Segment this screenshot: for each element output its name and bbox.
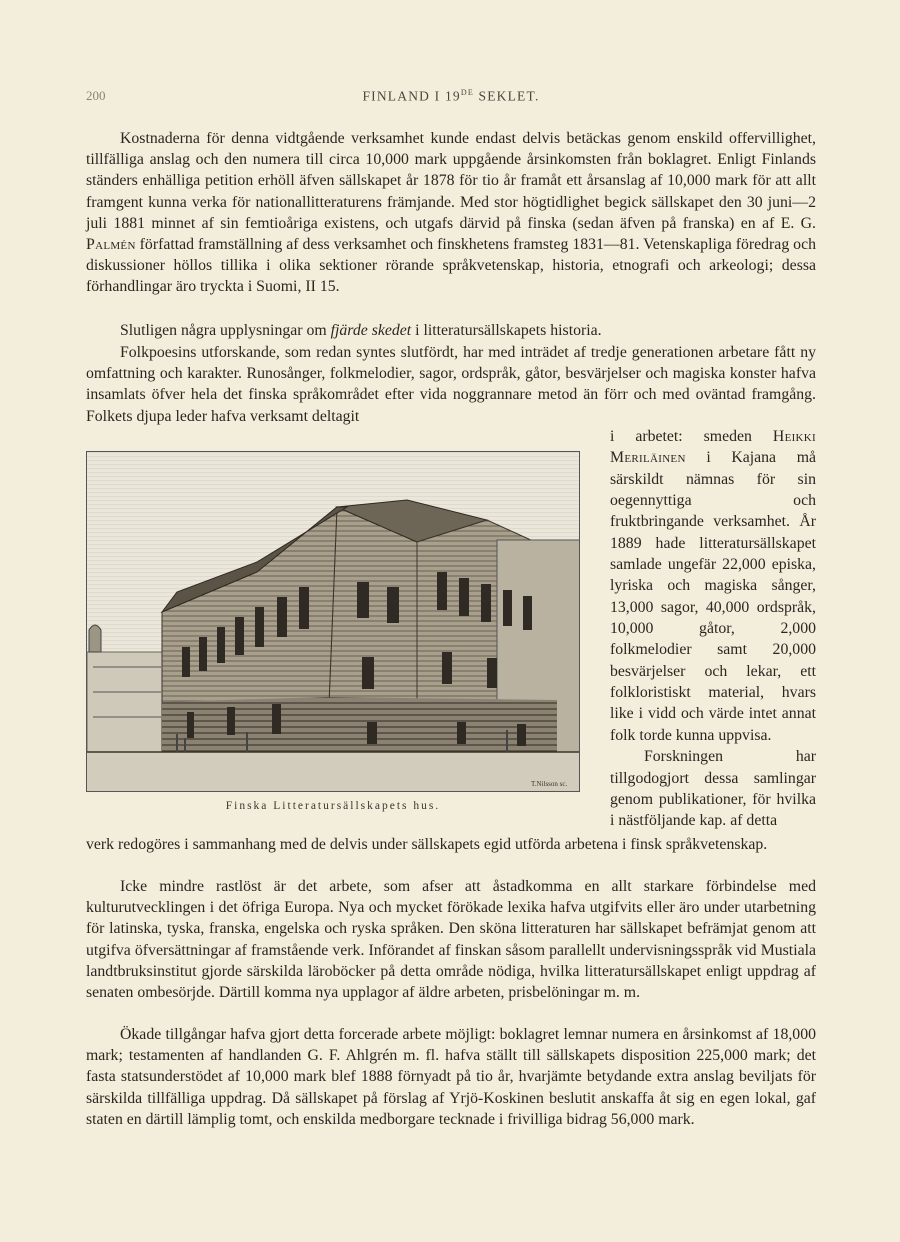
page-header (86, 88, 816, 108)
paragraph-fourth-stage-post: i litteratursällskapets historia. (415, 322, 602, 339)
paragraph-fourth-stage-pre: Slutligen några upplysningar om (120, 322, 327, 339)
paragraph-european-links: Icke mindre rastlöst är det arbete, som afser att åstadkomma en allt starkare förbindelse med kulturutvecklingen i det öfriga Europa. Nya och mycket förökade lexika hafva utgifvits eller äro under utarbetning för latinska, tyska, franska, engelska och ryska språken. Den sköna litteraturen har sällskapet befrämjat genom att utgifva öfversättningar af framstående verk. Införandet af finskan såsom parallellt undervisningsspråk vid Mustiala landtbruksinstitut gjorde särskilda läroböcker på detta område nödiga, hvilka litteratursällskapet enligt uppdrag af senaten ombesörjde. Därtill komma nya upplagor af äldre arbeten, prisbelöningar m. m. (86, 878, 816, 1002)
sidebar-text-1: i arbetet: smeden (610, 428, 752, 445)
running-title-pre: FINLAND I 19 (362, 88, 461, 104)
paragraph-resources: Ökade tillgångar hafva gjort detta forcerade arbete möjligt: boklagret lemnar numera en årsinkomst af 18,000 mark; testamenten af handlanden G. F. Ahlgrén m. fl. hafva ställt till sällskapets disposition 225,000 mark; det fasta statsunderstödet af 10,000 mark blef 1888 förnyadt på tio år, hvarjämte betydande extra anslag beviljats för särskilda tillfälliga uppdrag. Då sällskapet på förslag af Yrjö-Koskinen beslutit anskaffa åt sig en egen lokal, gaf staten en därtill lämplig tomt, och enskilda medborgare tecknade i frivilliga bidrag 56,000 mark. (86, 1026, 816, 1128)
engraver-mark: T.Nilsson sc. (531, 780, 568, 788)
figure-caption: Finska Litteratursällskapets hus. (225, 800, 441, 812)
paragraph-continuation: verk redogöres i sammanhang med de delvis under sällskapets egid utförda arbetena i finsk språkvetenskap. (86, 836, 768, 853)
author-name-palmen: Palmén (86, 236, 136, 254)
running-title-sup: DE (460, 88, 474, 97)
building-engraving (87, 452, 580, 792)
name-heikki-merilainen: Heikki Meriläinen (610, 428, 817, 467)
sidebar-text-3: Forskningen har tillgodogjort dessa samlingar genom publikationer, för hvilka i nästföljande kap. af detta (610, 748, 816, 830)
paragraph-fourth-stage-italic: fjärde skedet (330, 322, 412, 339)
paragraph-costs (86, 128, 816, 298)
sidebar-column (610, 426, 816, 832)
paragraph-folk-poetry: Folkpoesins utforskande, som redan syntes slutfördt, har med inträdet af tredje generationen arbetare fått ny omfattning och karakter. Runosånger, folkmelodier, sagor, ordspråk, gåtor, besvärjelser och magiska konster hafva insamlats öfver hela det finska språkområdet efter vida noggrannare metod än förr och med oväntad framgång. Folkets djupa leder hafva verksamt deltagit (86, 344, 816, 425)
page-number: 200 (86, 88, 106, 103)
building-illustration (86, 451, 580, 792)
paragraph-fourth-stage (86, 320, 816, 341)
running-title (86, 88, 816, 105)
paragraph-costs-text: Kostnaderna för denna vidtgående verksamhet kunde endast delvis betäckas genom enskild offervillighet, tillfälliga anslag och den numera till circa 10,000 mark uppgående årsinkomsten från boklagret. Enligt Finlands ständers enhälliga petition erhöll äfven sällskapet år 1878 för tio år framåt ett årsanslag af 10,000 mark för att allt framgent kunna verka för nationallitteraturens främjande. Med stor högtidlighet begick sällskapet den 30 juni—2 juli 1881 minnet af sin femtioåriga existens, och utgafs därvid på finska (sedan äfven på franska) en af E. G. (86, 130, 816, 232)
sidebar-text-2: i Kajana må särskildt nämnas för sin oegennyttiga och fruktbringande verksamhet. År 1889 hade litteratursällskapet samlade ungefär 22,000 episka, lyriska och magiska sånger, 13,000 sagor, 40,000 ordspråk, 10,000 gåtor, 2,000 folkmelodier samt 20,000 besvärjelser och lekar, ett folkloristiskt material, hvars like i vidd och värde intet annat folk torde kunna uppvisa. (610, 449, 816, 744)
paragraph-costs-end: författad framställning af dess verksamhet och finskhetens framsteg 1831—81. Vetenskapliga föredrag och diskussioner höllos tillika i olika sektioner rörande språkvetenskap, historia, etnografi och arkeologi; dessa förhandlingar äro tryckta i Suomi, II 15. (86, 236, 816, 296)
running-title-post: SEKLET. (473, 88, 540, 104)
